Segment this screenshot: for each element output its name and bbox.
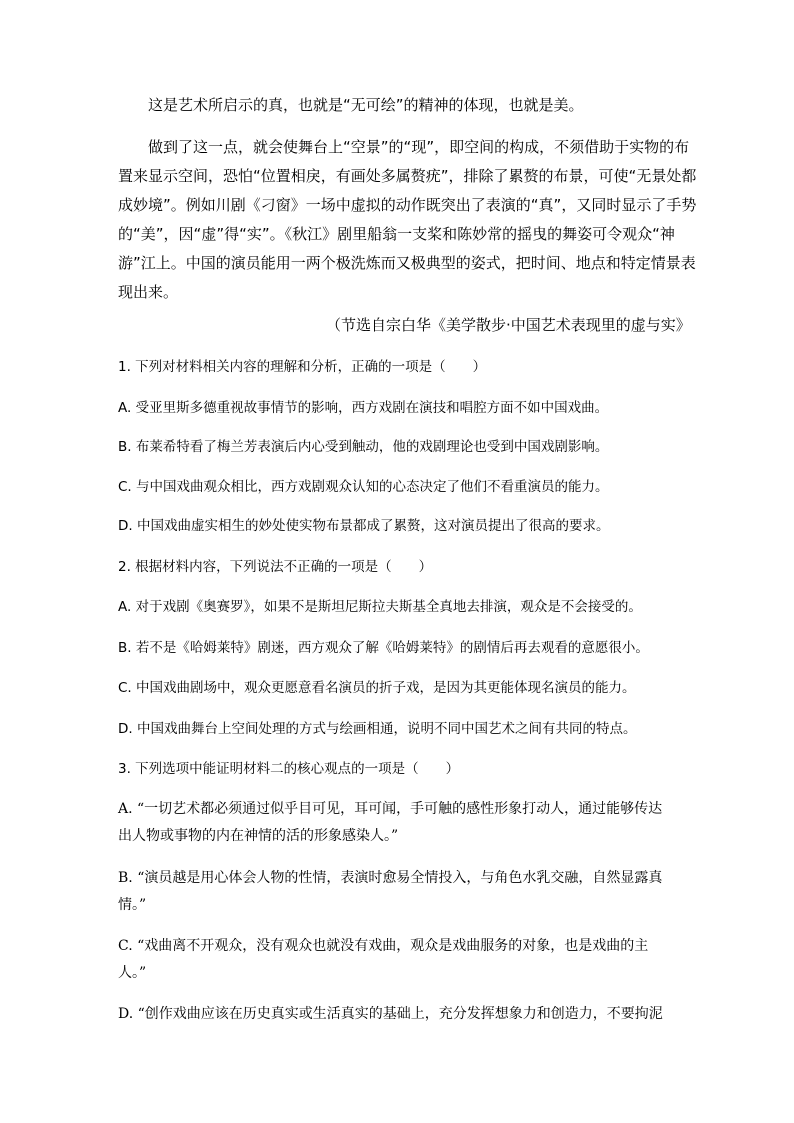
question-stem: 3. 下列选项中能证明材料二的核心观点的一项是（ ） [118,761,460,777]
option-c: C. 中国戏曲剧场中，观众更愿意看名演员的折子戏，是因为其更能体现名演员的能力。 [118,680,636,696]
option-a: A. 对于戏剧《奥赛罗》，如果不是斯坦尼斯拉夫斯基全真地去排演，观众是不会接受的。 [118,599,642,615]
option-c-continued: 人。” [118,965,147,981]
option-d: D. “创作戏曲应该在历史真实或生活真实的基础上，充分发挥想象力和创造力，不要拘泥 [118,1006,663,1022]
option-c: C. “戏曲离不开观众，没有观众也就没有戏曲，观众是戏曲服务的对象，也是戏曲的主 [118,938,649,954]
option-d: D. 中国戏曲舞台上空间处理的方式与绘画相通，说明不同中国艺术之间有共同的特点。 [118,721,637,737]
passage-line: 现出来。 [118,283,179,301]
passage-line: 游”江上。中国的演员能用一两个极洗炼而又极典型的姿式，把时间、地点和特定情景表 [118,254,696,272]
question-stem: 1. 下列对材料相关内容的理解和分析，正确的一项是（ ） [118,359,487,375]
question-stem: 2. 根据材料内容，下列说法不正确的一项是（ ） [118,559,433,575]
passage-line: 的“美”，因“虚”得“实”。《秋江》剧里船翁一支桨和陈妙常的摇曳的舞姿可令观众“神 [118,225,675,243]
passage-source: （节选自宗白华《美学散步·中国艺术表现里的虚与实》 [326,316,691,334]
option-d: D. 中国戏曲虚实相生的妙处使实物布景都成了累赘，这对演员提出了很高的要求。 [118,518,610,534]
option-b: B. 若不是《哈姆莱特》剧迷，西方观众了解《哈姆莱特》的剧情后再去观看的意愿很小。 [118,640,649,656]
option-a-continued: 出人物或事物的内在神情的活的形象感染人。” [118,828,399,844]
passage-paragraph-1: 这是艺术所启示的真，也就是“无可绘”的精神的体现，也就是美。 [148,96,584,114]
option-a: A. “一切艺术都必须通过似乎目可见，耳可闻，手可触的感性形象打动人，通过能够传达 [118,801,663,817]
passage-line: 成妙境”。例如川剧《刁窗》一场中虚拟的动作既突出了表演的“真”，又同时显示了手势 [118,196,697,214]
option-c: C. 与中国戏曲观众相比，西方戏剧观众认知的心态决定了他们不看重演员的能力。 [118,479,609,495]
option-b: B. 布莱希特看了梅兰芳表演后内心受到触动，他的戏剧理论也受到中国戏剧影响。 [118,439,609,455]
option-a: A. 受亚里斯多德重视故事情节的影响，西方戏剧在演技和唱腔方面不如中国戏曲。 [118,400,609,416]
option-b-continued: 情。” [118,897,147,913]
option-b: B. “演员越是用心体会人物的性情，表演时愈易全情投入，与角色水乳交融，自然显露真 [118,870,663,886]
passage-line: 置来显示空间，恐怕“位置相戾，有画处多属赘疣”，排除了累赘的布景，可使“无景处都 [118,167,697,185]
passage-line: 做到了这一点，就会使舞台上“空景”的“现”，即空间的构成，不须借助于实物的布 [148,138,690,156]
